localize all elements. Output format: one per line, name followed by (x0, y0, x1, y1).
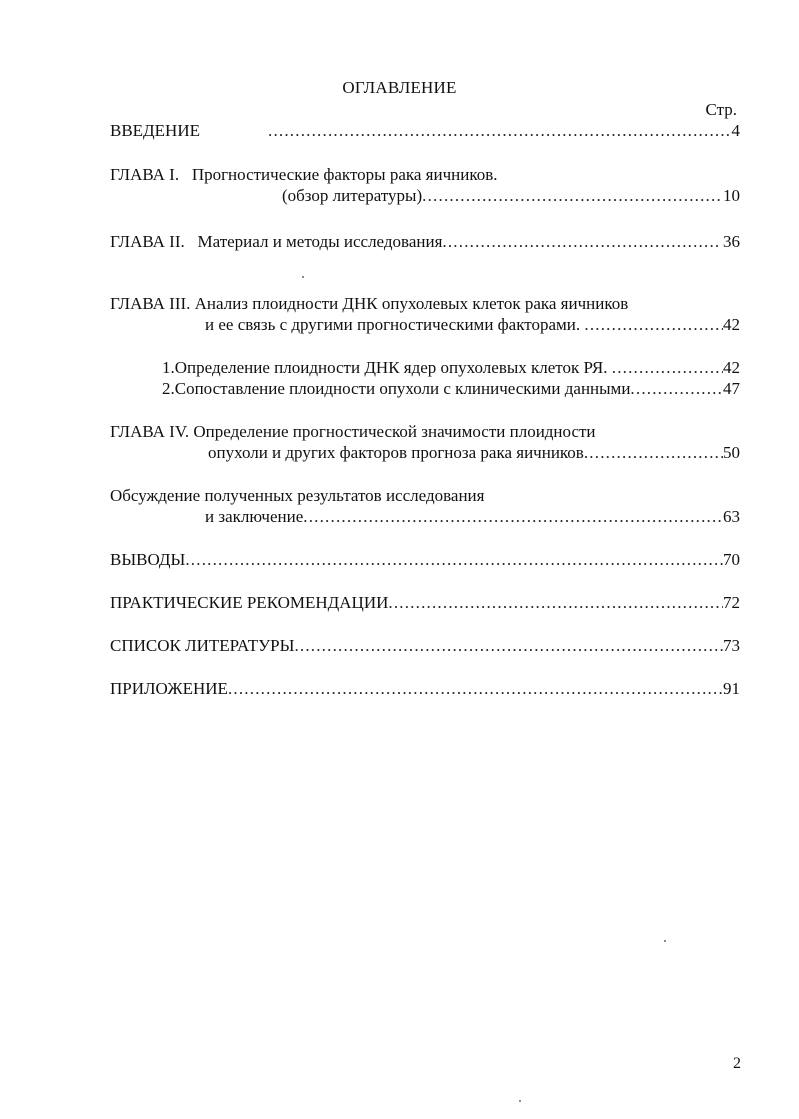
scan-speck (519, 1100, 521, 1102)
leader-dots (422, 186, 723, 206)
toc-entry-recommendations (110, 593, 740, 613)
toc-entry-label: и заключение (205, 507, 304, 526)
toc-entry-label: ПРИЛОЖЕНИЕ (110, 679, 228, 698)
toc-entry-page: 50 (723, 443, 740, 462)
leader-dots (584, 443, 723, 463)
toc-entry-ch4-line1: ГЛАВА IV. Определение прогностической значимости плоидности (110, 422, 596, 441)
page-column-header: Стр. (705, 100, 737, 119)
toc-entry-label: (обзор литературы) (282, 186, 423, 205)
toc-entry-label: ПРАКТИЧЕСКИЕ РЕКОМЕНДАЦИИ (110, 593, 389, 612)
leader-dots (612, 358, 723, 378)
leader-dots (388, 593, 723, 613)
toc-entry-conclusions (110, 550, 740, 570)
toc-entry-label: и ее связь с другими прогностическими факторами. (205, 315, 585, 334)
toc-entry-ch3-line1: ГЛАВА III. Анализ плоидности ДНК опухолевых клеток рака яичников (110, 294, 629, 313)
scan-speck (664, 940, 666, 942)
toc-entry-label: 2.Сопоставление плоидности опухоли с клиническими данными (162, 379, 631, 398)
toc-entry-page: 72 (723, 593, 740, 612)
toc-entry-intro (110, 121, 740, 141)
leader-dots (584, 315, 723, 335)
toc-entry-page: 4 (731, 121, 740, 140)
toc-entry-page: 36 (718, 232, 740, 251)
toc-entry-ch4 (208, 443, 740, 463)
toc-entry-page: 10 (723, 186, 740, 205)
leader-dots (442, 232, 718, 252)
toc-entry-ch1 (282, 186, 740, 206)
toc-entry-label: ВЫВОДЫ (110, 550, 186, 569)
toc-entry-ch3-sub2 (162, 379, 740, 399)
leader-dots (303, 507, 723, 527)
toc-entry-references (110, 636, 740, 656)
toc-entry-page: 47 (723, 379, 740, 398)
toc-entry-ch3 (205, 315, 740, 335)
toc-entry-label: СПИСОК ЛИТЕРАТУРЫ (110, 636, 295, 655)
toc-title: ОГЛАВЛЕНИЕ (342, 78, 457, 97)
toc-entry-appendix (110, 679, 740, 699)
toc-entry-ch3-sub1 (162, 358, 740, 378)
toc-entry-label: 1.Определение плоидности ДНК ядер опухолевых клеток РЯ. (162, 358, 612, 377)
leader-dots (228, 679, 723, 699)
toc-entry-label: ВВЕДЕНИЕ (110, 121, 200, 140)
leader-dots (294, 636, 723, 656)
toc-entry-page: 63 (723, 507, 740, 526)
toc-entry-page: 42 (723, 358, 740, 377)
toc-entry-ch1-line1: ГЛАВА I. Прогностические факторы рака яичников. (110, 165, 498, 184)
toc-entry-ch2 (110, 232, 740, 252)
leader-dots (630, 379, 723, 399)
toc-entry-page: 91 (723, 679, 740, 698)
toc-entry-label: ГЛАВА II. Материал и методы исследования (110, 232, 443, 251)
toc-entry-discussion-line1: Обсуждение полученных результатов исследования (110, 486, 485, 505)
scan-speck (302, 276, 304, 278)
toc-entry-label: опухоли и других факторов прогноза рака яичников (208, 443, 584, 462)
leader-dots (185, 550, 723, 570)
toc-entry-page: 73 (723, 636, 740, 655)
leader-dots (268, 121, 732, 141)
toc-entry-page: 70 (723, 550, 740, 569)
page-number: 2 (733, 1055, 741, 1072)
toc-entry-page: 42 (723, 315, 740, 334)
toc-entry-discussion (205, 507, 740, 527)
